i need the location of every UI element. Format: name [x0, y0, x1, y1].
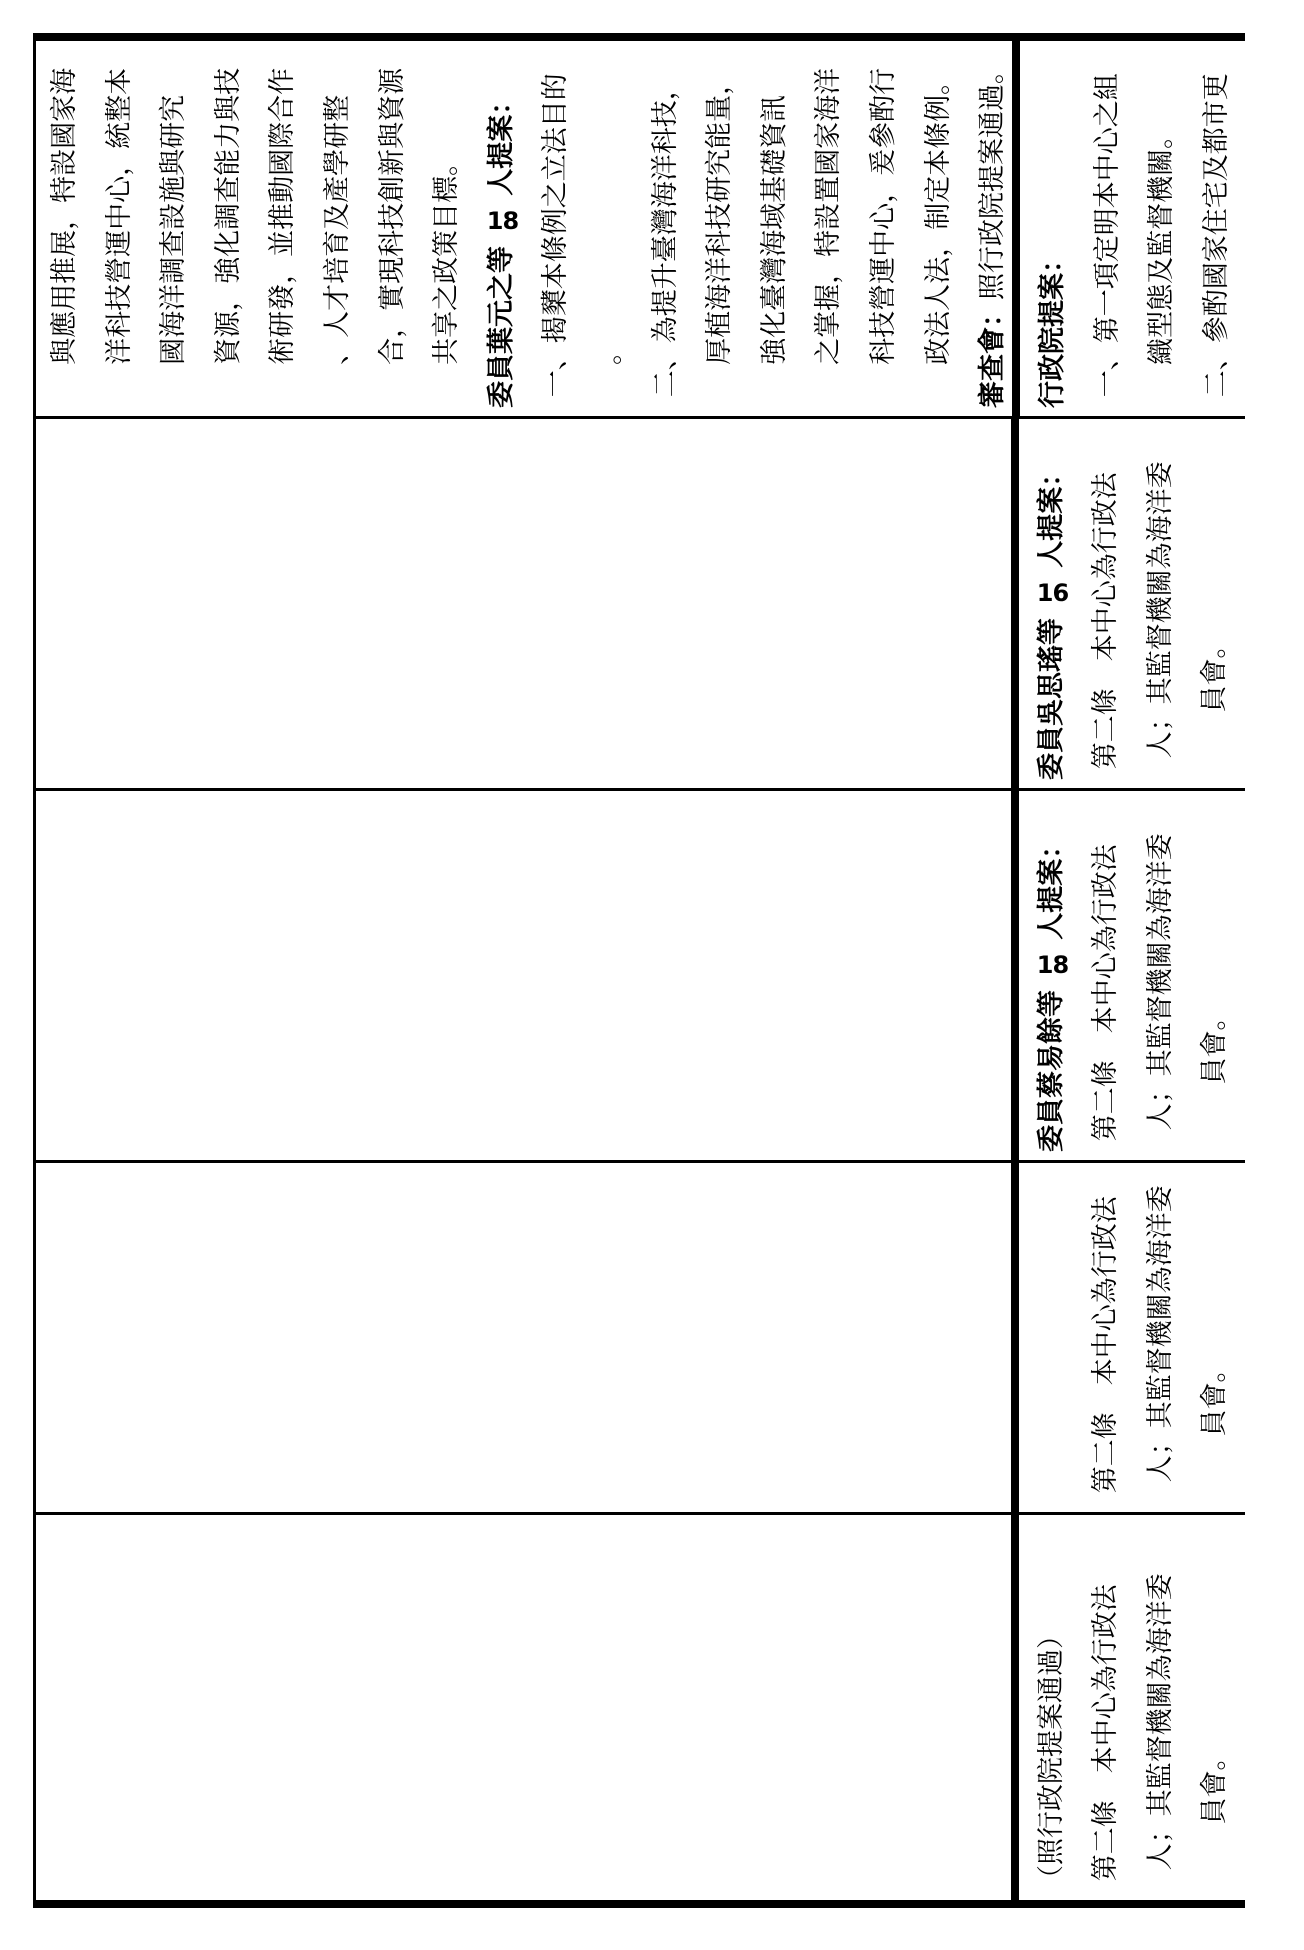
explanation-line: 洋科技營運中心，統整本	[103, 67, 135, 365]
wu-article-cell	[1019, 419, 1245, 788]
executive-explanation-line: 一、第一項定明本中心之組	[1091, 73, 1123, 398]
review-result-upper-cell-empty	[36, 1515, 1019, 1900]
explanation-item-line: 科技營運中心，爰參酌行	[867, 67, 899, 365]
explanation-line: 合，實現科技創新與資源	[376, 67, 408, 365]
explanation-line: 與應用推展，特設國家海	[49, 67, 80, 365]
article-line: 人；其監督機關為海洋委	[1144, 1185, 1176, 1483]
article-line: 人；其監督機關為海洋委	[1144, 461, 1176, 759]
article-line: 員會。	[1199, 1355, 1231, 1437]
column-executive-proposal	[36, 1160, 1245, 1512]
proposer-count: 16	[1036, 578, 1068, 607]
wu-upper-cell-empty	[36, 419, 1019, 788]
explanation-item-line: 厚植海洋科技研究能量，	[704, 67, 736, 365]
article-line: 第二條 本中心為行政法	[1090, 844, 1122, 1142]
executive-explanation-header: 行政院提案：	[1037, 246, 1068, 408]
article-line: 第二條 本中心為行政法	[1090, 1584, 1122, 1882]
tsai-upper-cell-empty	[36, 791, 1019, 1160]
article-line: 第二條 本中心為行政法	[1090, 1196, 1122, 1494]
article-line: 人；其監督機關為海洋委	[1144, 1573, 1176, 1871]
explanation-line: 術研發，並推動國際合作	[267, 67, 299, 365]
explanation-item-line: 之掌握，特設置國家海洋	[813, 67, 845, 365]
column-explanation	[36, 41, 1245, 416]
column-wu-proposal	[36, 416, 1245, 788]
column-review-result	[36, 1512, 1245, 1900]
proposal-header-line: 委員蔡易餘等 18 人提案：	[1035, 831, 1068, 1152]
explanation-item-line: 二、為提升臺灣海洋科技，	[649, 73, 681, 398]
proposal-header-line: 委員吳思瑤等 16 人提案：	[1035, 459, 1068, 780]
article-line: 員會。	[1199, 1743, 1231, 1825]
proposer-count: 18	[486, 206, 518, 235]
review-committee-label: 審查會：	[977, 300, 1009, 408]
yeh-proposal-header-line: 委員葉元之等 18 人提案：	[485, 87, 518, 408]
article-line: 員會。	[1199, 631, 1231, 713]
blank-line	[1025, 1179, 1080, 1504]
executive-explanation-line: 二、參酌國家住宅及都市更	[1200, 73, 1232, 398]
tsai-article-cell	[1019, 791, 1245, 1160]
executive-explanation-cell	[1020, 41, 1246, 416]
executive-explanation-line: 織型態及監督機關。	[1146, 121, 1178, 365]
explanation-line: 資源，強化調查能力與技	[212, 67, 244, 365]
review-note-line: （照行政院提案通過）	[1035, 1622, 1067, 1892]
article-line: 第二條 本中心為行政法	[1090, 472, 1122, 770]
proposer-count: 18	[1036, 950, 1068, 979]
explanation-line: 國海洋調查設施與研究	[158, 94, 190, 365]
explanation-item-line: 政法人法，制定本條例。	[922, 67, 954, 365]
article-line: 人；其監督機關為海洋委	[1144, 833, 1176, 1131]
bill-comparison-table	[33, 33, 1245, 1908]
executive-article-cell	[1019, 1163, 1245, 1512]
explanation-line: 共享之政策目標。	[431, 148, 463, 365]
explanation-item-tail-line: 。	[594, 337, 626, 365]
explanation-item-line: 強化臺灣海域基礎資訊	[758, 94, 790, 365]
review-committee-line: 審查會：照行政院提案通過。	[977, 57, 1009, 408]
explanation-line: 、人才培育及產學研整	[321, 94, 353, 365]
column-tsai-proposal	[36, 788, 1245, 1160]
executive-upper-cell-empty	[36, 1163, 1019, 1512]
review-result-article-cell	[1019, 1515, 1245, 1900]
explanation-item-line: 一、揭櫫本條例之立法目的	[540, 73, 572, 398]
article-line: 員會。	[1199, 1003, 1231, 1085]
explanation-cell	[36, 41, 1020, 416]
